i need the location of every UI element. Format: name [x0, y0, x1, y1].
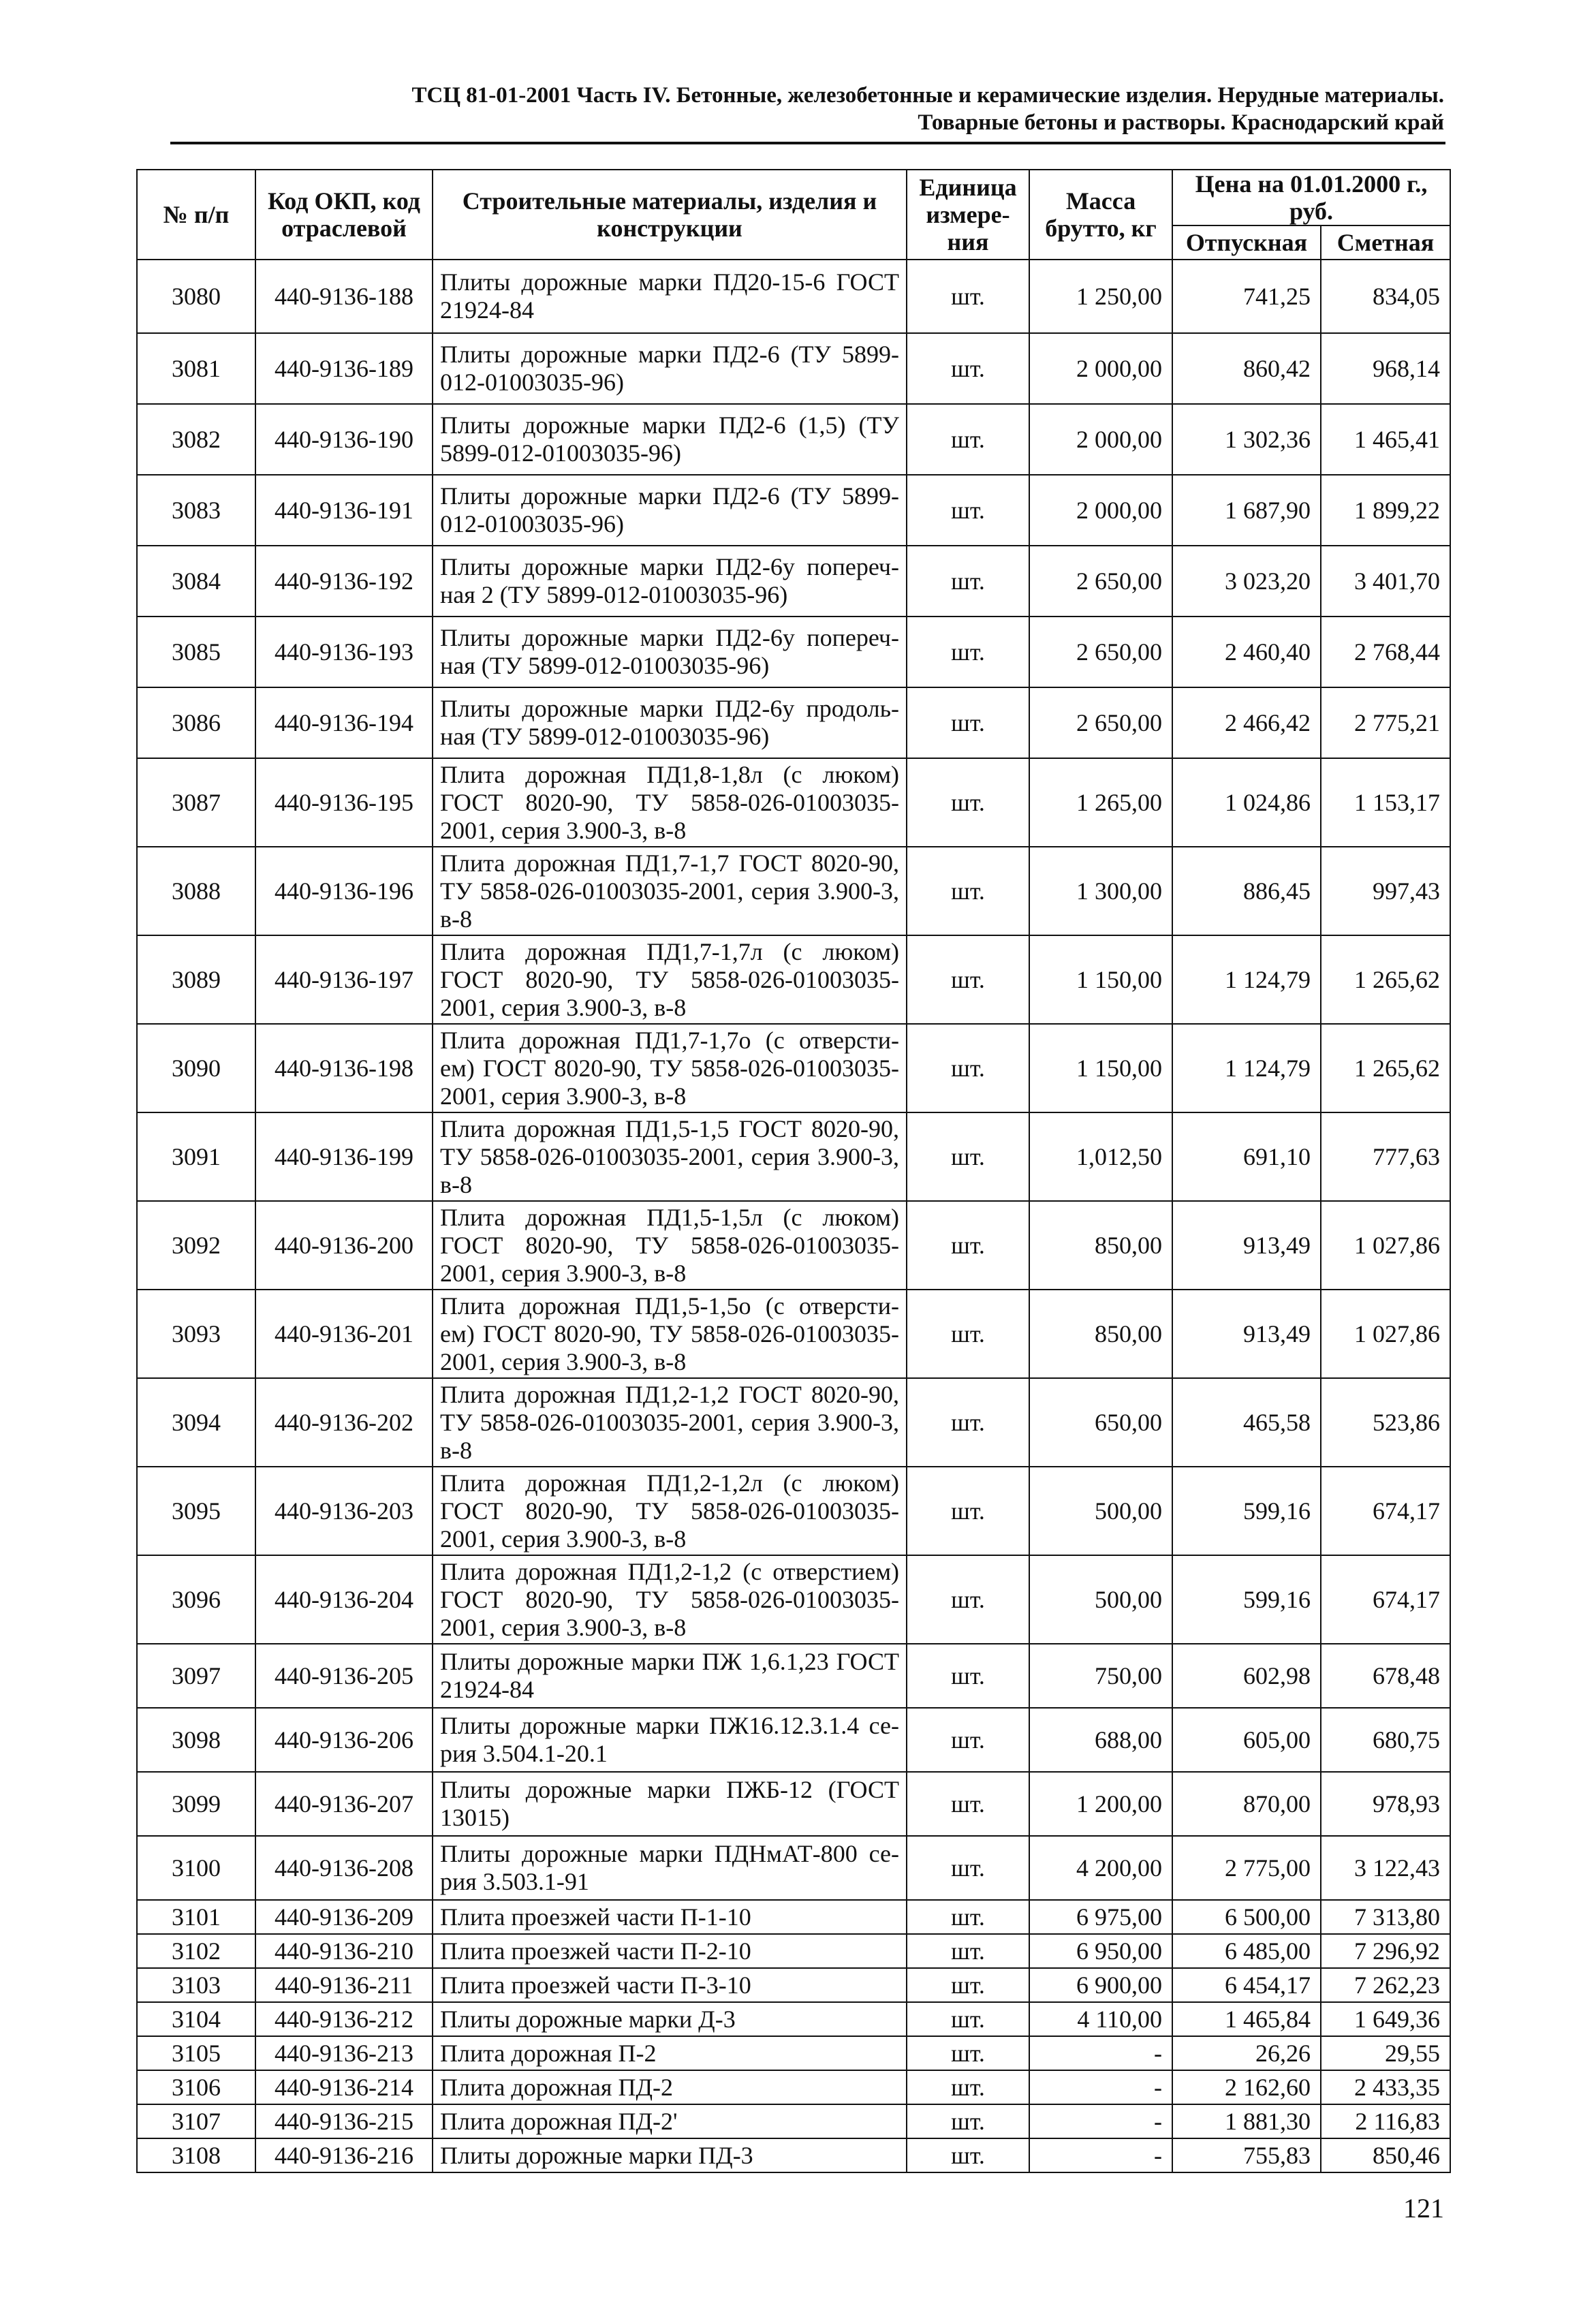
cell-mass: 688,00 — [1029, 1708, 1172, 1772]
cell-name: Плита дорожная ПД1,5-1,5 ГОСТ 8020-90, ТУ 5858-026-01003035-2001, серия 3.900-3, в-8 — [433, 1112, 907, 1201]
cell-unit: шт. — [907, 1836, 1029, 1900]
table-row — [137, 2070, 1450, 2104]
cell-mass: 6 975,00 — [1029, 1900, 1172, 1934]
cell-name: Плита проезжей части П-1-10 — [433, 1900, 907, 1934]
cell-mass: - — [1029, 2070, 1172, 2104]
cell-name: Плита дорожная ПД1,2-1,2л (с люком) ГОСТ 8020-90, ТУ 5858-026-01003035-2001, серия 3.900-3, в-8 — [433, 1467, 907, 1555]
cell-estimate-price: 1 153,17 — [1321, 758, 1450, 847]
cell-num: 3082 — [137, 404, 255, 475]
cell-name: Плиты дорожные марки ПД2-6 (ТУ 5899-012-01003035-96) — [433, 333, 907, 404]
col-unit-header: Единица измере-ния — [907, 170, 1029, 260]
cell-code: 440-9136-191 — [255, 475, 433, 546]
cell-name: Плиты дорожные марки ПД20-15-6 ГОСТ 21924-84 — [433, 260, 907, 333]
cell-release-price: 913,49 — [1172, 1290, 1321, 1378]
cell-release-price: 1 687,90 — [1172, 475, 1321, 546]
cell-unit: шт. — [907, 935, 1029, 1024]
col-estimate-header: Сметная — [1321, 225, 1450, 260]
cell-code: 440-9136-200 — [255, 1201, 433, 1290]
cell-num: 3106 — [137, 2070, 255, 2104]
header-rule — [170, 142, 1445, 144]
table-row — [137, 2138, 1450, 2172]
cell-num: 3096 — [137, 1555, 255, 1644]
cell-code: 440-9136-213 — [255, 2036, 433, 2070]
cell-mass: 850,00 — [1029, 1201, 1172, 1290]
table-row — [137, 1378, 1450, 1467]
col-mass-header: Масса брутто, кг — [1029, 170, 1172, 260]
cell-num: 3085 — [137, 617, 255, 687]
cell-name: Плиты дорожные марки ПДНмАТ-800 се-рия 3.503.1-91 — [433, 1836, 907, 1900]
cell-release-price: 691,10 — [1172, 1112, 1321, 1201]
cell-release-price: 913,49 — [1172, 1201, 1321, 1290]
cell-num: 3087 — [137, 758, 255, 847]
cell-code: 440-9136-198 — [255, 1024, 433, 1112]
cell-estimate-price: 1 899,22 — [1321, 475, 1450, 546]
cell-unit: шт. — [907, 1934, 1029, 1968]
table-row — [137, 1024, 1450, 1112]
cell-release-price: 1 881,30 — [1172, 2104, 1321, 2138]
cell-mass: 500,00 — [1029, 1467, 1172, 1555]
cell-num: 3103 — [137, 1968, 255, 2002]
cell-num: 3093 — [137, 1290, 255, 1378]
cell-estimate-price: 2 433,35 — [1321, 2070, 1450, 2104]
cell-code: 440-9136-205 — [255, 1644, 433, 1708]
table-row — [137, 617, 1450, 687]
cell-code: 440-9136-202 — [255, 1378, 433, 1467]
cell-code: 440-9136-212 — [255, 2002, 433, 2036]
cell-estimate-price: 1 649,36 — [1321, 2002, 1450, 2036]
cell-estimate-price: 834,05 — [1321, 260, 1450, 333]
cell-mass: 650,00 — [1029, 1378, 1172, 1467]
table-body — [137, 260, 1450, 2172]
price-table — [136, 169, 1451, 2173]
cell-mass: 750,00 — [1029, 1644, 1172, 1708]
cell-code: 440-9136-208 — [255, 1836, 433, 1900]
cell-release-price: 1 024,86 — [1172, 758, 1321, 847]
cell-estimate-price: 680,75 — [1321, 1708, 1450, 1772]
cell-release-price: 741,25 — [1172, 260, 1321, 333]
cell-estimate-price: 2 116,83 — [1321, 2104, 1450, 2138]
cell-mass: 2 650,00 — [1029, 687, 1172, 758]
cell-mass: 6 900,00 — [1029, 1968, 1172, 2002]
cell-mass: 2 650,00 — [1029, 546, 1172, 617]
table-row — [137, 1112, 1450, 1201]
cell-unit: шт. — [907, 1467, 1029, 1555]
cell-name: Плита проезжей части П-3-10 — [433, 1968, 907, 2002]
cell-unit: шт. — [907, 546, 1029, 617]
cell-release-price: 602,98 — [1172, 1644, 1321, 1708]
table-row — [137, 1934, 1450, 1968]
cell-estimate-price: 978,93 — [1321, 1772, 1450, 1836]
cell-name: Плиты дорожные марки ПД2-6 (1,5) (ТУ 5899-012-01003035-96) — [433, 404, 907, 475]
cell-estimate-price: 1 265,62 — [1321, 1024, 1450, 1112]
cell-num: 3083 — [137, 475, 255, 546]
cell-name: Плиты дорожные марки ПД2-6у попереч-ная 2 (ТУ 5899-012-01003035-96) — [433, 546, 907, 617]
table-row — [137, 333, 1450, 404]
table-row — [137, 847, 1450, 935]
cell-estimate-price: 29,55 — [1321, 2036, 1450, 2070]
cell-release-price: 1 124,79 — [1172, 935, 1321, 1024]
cell-name: Плиты дорожные марки ПЖ16.12.3.1.4 се-рия 3.504.1-20.1 — [433, 1708, 907, 1772]
table-row — [137, 2002, 1450, 2036]
cell-code: 440-9136-214 — [255, 2070, 433, 2104]
cell-name: Плита дорожная ПД1,7-1,7л (с люком) ГОСТ 8020-90, ТУ 5858-026-01003035-2001, серия 3.900-3, в-8 — [433, 935, 907, 1024]
running-header — [170, 82, 1444, 136]
cell-code: 440-9136-197 — [255, 935, 433, 1024]
header-line-2: Товарные бетоны и растворы. Краснодарский край — [918, 110, 1444, 135]
cell-release-price: 599,16 — [1172, 1467, 1321, 1555]
cell-name: Плиты дорожные марки ПЖ 1,6.1,23 ГОСТ 21924-84 — [433, 1644, 907, 1708]
cell-estimate-price: 1 027,86 — [1321, 1290, 1450, 1378]
cell-num: 3105 — [137, 2036, 255, 2070]
cell-num: 3090 — [137, 1024, 255, 1112]
cell-mass: 1,012,50 — [1029, 1112, 1172, 1201]
cell-name: Плиты дорожные марки Д-3 — [433, 2002, 907, 2036]
cell-num: 3086 — [137, 687, 255, 758]
cell-num: 3097 — [137, 1644, 255, 1708]
cell-mass: 4 110,00 — [1029, 2002, 1172, 2036]
cell-name: Плита дорожная ПД1,7-1,7о (с отверсти-ем) ГОСТ 8020-90, ТУ 5858-026-01003035-2001, серия 3.900-3, в-8 — [433, 1024, 907, 1112]
cell-num: 3094 — [137, 1378, 255, 1467]
cell-num: 3102 — [137, 1934, 255, 1968]
cell-unit: шт. — [907, 2036, 1029, 2070]
cell-mass: 1 150,00 — [1029, 1024, 1172, 1112]
cell-estimate-price: 850,46 — [1321, 2138, 1450, 2172]
cell-release-price: 2 460,40 — [1172, 617, 1321, 687]
cell-mass: 2 000,00 — [1029, 475, 1172, 546]
cell-release-price: 1 302,36 — [1172, 404, 1321, 475]
cell-mass: 4 200,00 — [1029, 1836, 1172, 1900]
cell-code: 440-9136-210 — [255, 1934, 433, 1968]
cell-num: 3101 — [137, 1900, 255, 1934]
cell-unit: шт. — [907, 847, 1029, 935]
table-row — [137, 935, 1450, 1024]
table-row — [137, 260, 1450, 333]
cell-release-price: 1 124,79 — [1172, 1024, 1321, 1112]
cell-num: 3088 — [137, 847, 255, 935]
cell-name: Плиты дорожные марки ПД2-6у попереч-ная (ТУ 5899-012-01003035-96) — [433, 617, 907, 687]
cell-estimate-price: 3 401,70 — [1321, 546, 1450, 617]
cell-num: 3080 — [137, 260, 255, 333]
cell-code: 440-9136-189 — [255, 333, 433, 404]
cell-unit: шт. — [907, 260, 1029, 333]
cell-release-price: 2 775,00 — [1172, 1836, 1321, 1900]
cell-estimate-price: 968,14 — [1321, 333, 1450, 404]
table-row — [137, 687, 1450, 758]
cell-mass: 2 000,00 — [1029, 333, 1172, 404]
cell-code: 440-9136-211 — [255, 1968, 433, 2002]
cell-release-price: 465,58 — [1172, 1378, 1321, 1467]
cell-release-price: 2 466,42 — [1172, 687, 1321, 758]
table-header — [137, 170, 1450, 260]
cell-mass: 1 200,00 — [1029, 1772, 1172, 1836]
cell-code: 440-9136-199 — [255, 1112, 433, 1201]
cell-estimate-price: 1 027,86 — [1321, 1201, 1450, 1290]
cell-release-price: 2 162,60 — [1172, 2070, 1321, 2104]
cell-code: 440-9136-196 — [255, 847, 433, 935]
cell-name: Плита дорожная ПД-2' — [433, 2104, 907, 2138]
table-row — [137, 546, 1450, 617]
cell-code: 440-9136-216 — [255, 2138, 433, 2172]
cell-name: Плиты дорожные марки ПЖБ-12 (ГОСТ 13015) — [433, 1772, 907, 1836]
cell-estimate-price: 523,86 — [1321, 1378, 1450, 1467]
cell-name: Плита проезжей части П-2-10 — [433, 1934, 907, 1968]
cell-release-price: 605,00 — [1172, 1708, 1321, 1772]
cell-unit: шт. — [907, 617, 1029, 687]
col-name-header: Строительные материалы, изделия и конструкции — [433, 170, 907, 260]
cell-code: 440-9136-190 — [255, 404, 433, 475]
cell-unit: шт. — [907, 1112, 1029, 1201]
cell-release-price: 1 465,84 — [1172, 2002, 1321, 2036]
cell-num: 3091 — [137, 1112, 255, 1201]
cell-name: Плита дорожная ПД1,7-1,7 ГОСТ 8020-90, ТУ 5858-026-01003035-2001, серия 3.900-3, в-8 — [433, 847, 907, 935]
cell-mass: 2 000,00 — [1029, 404, 1172, 475]
cell-name: Плита дорожная ПД-2 — [433, 2070, 907, 2104]
cell-estimate-price: 2 768,44 — [1321, 617, 1450, 687]
cell-code: 440-9136-193 — [255, 617, 433, 687]
cell-estimate-price: 2 775,21 — [1321, 687, 1450, 758]
cell-unit: шт. — [907, 1290, 1029, 1378]
cell-release-price: 860,42 — [1172, 333, 1321, 404]
cell-name: Плиты дорожные марки ПД2-6 (ТУ 5899-012-01003035-96) — [433, 475, 907, 546]
cell-estimate-price: 678,48 — [1321, 1644, 1450, 1708]
cell-mass: 1 250,00 — [1029, 260, 1172, 333]
table-row — [137, 1900, 1450, 1934]
cell-estimate-price: 1 265,62 — [1321, 935, 1450, 1024]
cell-release-price: 3 023,20 — [1172, 546, 1321, 617]
cell-release-price: 870,00 — [1172, 1772, 1321, 1836]
cell-unit: шт. — [907, 475, 1029, 546]
cell-unit: шт. — [907, 1708, 1029, 1772]
cell-name: Плита дорожная ПД1,8-1,8л (с люком) ГОСТ 8020-90, ТУ 5858-026-01003035-2001, серия 3.900-3, в-8 — [433, 758, 907, 847]
cell-code: 440-9136-192 — [255, 546, 433, 617]
cell-release-price: 6 500,00 — [1172, 1900, 1321, 1934]
cell-name: Плита дорожная ПД1,2-1,2 (с отверстием) ГОСТ 8020-90, ТУ 5858-026-01003035-2001, серия 3.900-3, в-8 — [433, 1555, 907, 1644]
cell-code: 440-9136-206 — [255, 1708, 433, 1772]
cell-num: 3081 — [137, 333, 255, 404]
cell-estimate-price: 7 262,23 — [1321, 1968, 1450, 2002]
cell-name: Плиты дорожные марки ПД2-6у продоль-ная (ТУ 5899-012-01003035-96) — [433, 687, 907, 758]
cell-unit: шт. — [907, 1900, 1029, 1934]
cell-code: 440-9136-201 — [255, 1290, 433, 1378]
cell-unit: шт. — [907, 2070, 1029, 2104]
cell-num: 3099 — [137, 1772, 255, 1836]
cell-estimate-price: 777,63 — [1321, 1112, 1450, 1201]
cell-release-price: 6 454,17 — [1172, 1968, 1321, 2002]
cell-unit: шт. — [907, 404, 1029, 475]
table-row — [137, 1290, 1450, 1378]
cell-num: 3084 — [137, 546, 255, 617]
table-row — [137, 1968, 1450, 2002]
cell-unit: шт. — [907, 333, 1029, 404]
cell-estimate-price: 674,17 — [1321, 1467, 1450, 1555]
table-row — [137, 1201, 1450, 1290]
cell-mass: 1 150,00 — [1029, 935, 1172, 1024]
cell-unit: шт. — [907, 1772, 1029, 1836]
cell-code: 440-9136-209 — [255, 1900, 433, 1934]
cell-mass: 850,00 — [1029, 1290, 1172, 1378]
cell-unit: шт. — [907, 1968, 1029, 2002]
cell-estimate-price: 1 465,41 — [1321, 404, 1450, 475]
cell-unit: шт. — [907, 2104, 1029, 2138]
cell-unit: шт. — [907, 1201, 1029, 1290]
cell-release-price: 599,16 — [1172, 1555, 1321, 1644]
cell-code: 440-9136-195 — [255, 758, 433, 847]
cell-unit: шт. — [907, 1644, 1029, 1708]
cell-unit: шт. — [907, 758, 1029, 847]
cell-unit: шт. — [907, 687, 1029, 758]
cell-code: 440-9136-188 — [255, 260, 433, 333]
table-row — [137, 1644, 1450, 1708]
cell-estimate-price: 674,17 — [1321, 1555, 1450, 1644]
cell-name: Плита дорожная ПД1,5-1,5о (с отверсти-ем) ГОСТ 8020-90, ТУ 5858-026-01003035-2001, серия 3.900-3, в-8 — [433, 1290, 907, 1378]
cell-num: 3108 — [137, 2138, 255, 2172]
cell-code: 440-9136-203 — [255, 1467, 433, 1555]
cell-code: 440-9136-215 — [255, 2104, 433, 2138]
table-row — [137, 475, 1450, 546]
cell-estimate-price: 3 122,43 — [1321, 1836, 1450, 1900]
cell-code: 440-9136-207 — [255, 1772, 433, 1836]
table-row — [137, 1772, 1450, 1836]
cell-unit: шт. — [907, 1024, 1029, 1112]
cell-name: Плиты дорожные марки ПД-3 — [433, 2138, 907, 2172]
table-row — [137, 758, 1450, 847]
cell-num: 3100 — [137, 1836, 255, 1900]
cell-name: Плита дорожная П-2 — [433, 2036, 907, 2070]
cell-code: 440-9136-194 — [255, 687, 433, 758]
table-row — [137, 1467, 1450, 1555]
cell-release-price: 26,26 — [1172, 2036, 1321, 2070]
cell-name: Плита дорожная ПД1,5-1,5л (с люком) ГОСТ 8020-90, ТУ 5858-026-01003035-2001, серия 3.900-3, в-8 — [433, 1201, 907, 1290]
cell-unit: шт. — [907, 2138, 1029, 2172]
cell-mass: 1 300,00 — [1029, 847, 1172, 935]
col-code-header: Код ОКП, код отраслевой — [255, 170, 433, 260]
cell-mass: 2 650,00 — [1029, 617, 1172, 687]
cell-num: 3095 — [137, 1467, 255, 1555]
cell-mass: - — [1029, 2036, 1172, 2070]
table-row — [137, 1708, 1450, 1772]
cell-release-price: 6 485,00 — [1172, 1934, 1321, 1968]
cell-mass: 500,00 — [1029, 1555, 1172, 1644]
cell-mass: - — [1029, 2104, 1172, 2138]
price-group-header: Цена на 01.01.2000 г., руб. — [1172, 170, 1450, 225]
cell-num: 3098 — [137, 1708, 255, 1772]
cell-estimate-price: 7 313,80 — [1321, 1900, 1450, 1934]
table-row — [137, 404, 1450, 475]
page-number: 121 — [1403, 2193, 1444, 2224]
cell-release-price: 755,83 — [1172, 2138, 1321, 2172]
table-row — [137, 2036, 1450, 2070]
cell-unit: шт. — [907, 1378, 1029, 1467]
cell-estimate-price: 997,43 — [1321, 847, 1450, 935]
table-row — [137, 2104, 1450, 2138]
table-row — [137, 1836, 1450, 1900]
cell-estimate-price: 7 296,92 — [1321, 1934, 1450, 1968]
cell-code: 440-9136-204 — [255, 1555, 433, 1644]
col-num-header: № п/п — [137, 170, 255, 260]
cell-num: 3104 — [137, 2002, 255, 2036]
cell-mass: 1 265,00 — [1029, 758, 1172, 847]
table-row — [137, 1555, 1450, 1644]
cell-mass: - — [1029, 2138, 1172, 2172]
header-line-1: ТСЦ 81-01-2001 Часть IV. Бетонные, железобетонные и керамические изделия. Нерудные материалы. — [411, 83, 1444, 108]
col-release-header: Отпускная — [1172, 225, 1321, 260]
cell-unit: шт. — [907, 2002, 1029, 2036]
cell-unit: шт. — [907, 1555, 1029, 1644]
cell-num: 3107 — [137, 2104, 255, 2138]
cell-num: 3092 — [137, 1201, 255, 1290]
cell-mass: 6 950,00 — [1029, 1934, 1172, 1968]
cell-name: Плита дорожная ПД1,2-1,2 ГОСТ 8020-90, ТУ 5858-026-01003035-2001, серия 3.900-3, в-8 — [433, 1378, 907, 1467]
cell-release-price: 886,45 — [1172, 847, 1321, 935]
cell-num: 3089 — [137, 935, 255, 1024]
